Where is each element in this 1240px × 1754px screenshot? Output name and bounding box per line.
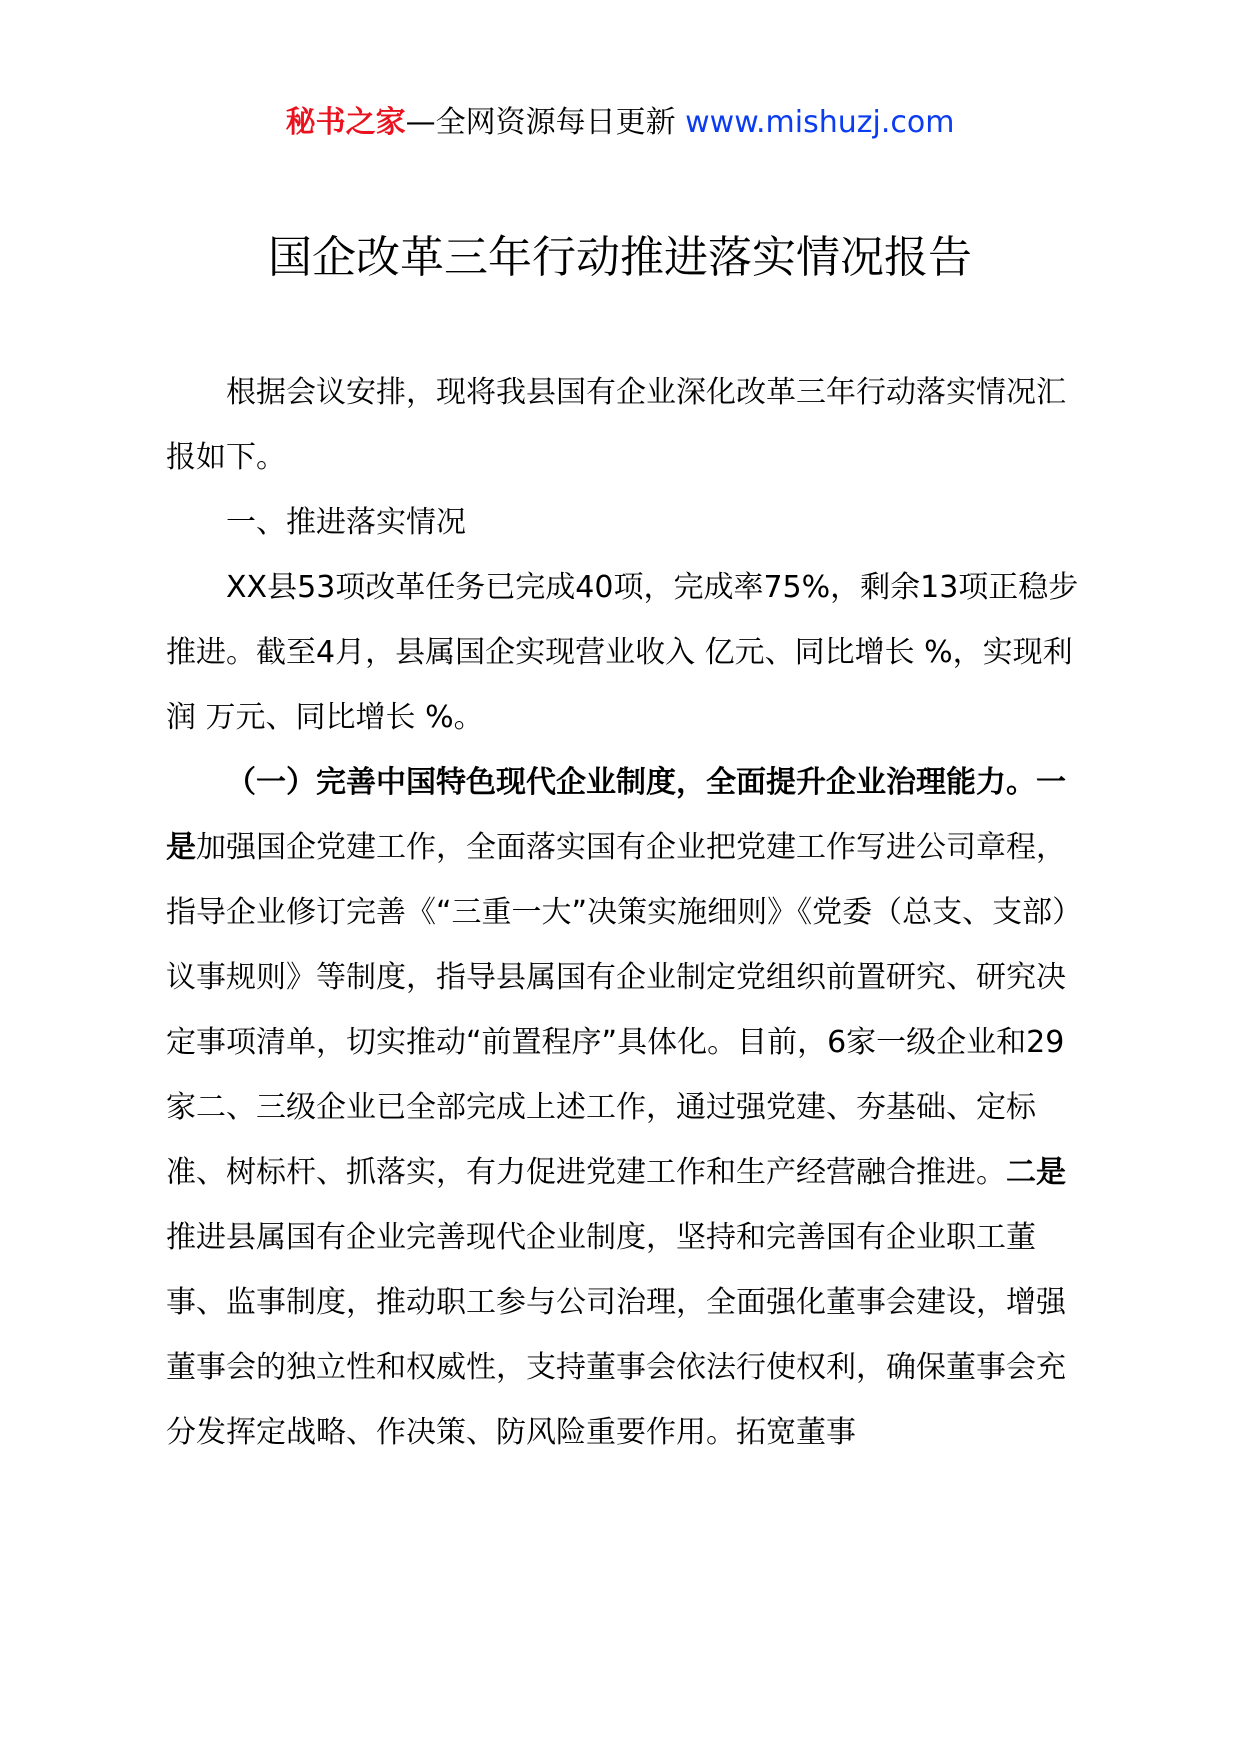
subsection-heading: （一）完善中国特色现代企业制度，全面提升企业治理能力。 xyxy=(226,765,1036,800)
site-url-link[interactable]: www.mishuzj.com xyxy=(685,105,955,140)
document-body xyxy=(166,360,1091,1465)
intro-paragraph: 根据会议安排，现将我县国有企业深化改革三年行动落实情况汇报如下。 xyxy=(166,375,1066,475)
document-title: 国企改革三年行动推进落实情况报告 xyxy=(268,232,972,283)
site-header xyxy=(0,98,1240,148)
point-lead-1: 一是 xyxy=(166,765,1066,865)
subsection-paragraph xyxy=(166,750,1091,1465)
section-heading: 一、推进落实情况 xyxy=(226,505,466,540)
point-text-2: 推进县属国有企业完善现代企业制度，坚持和完善国有企业职工董事、监事制度，推动职工参与公司治理，全面强化董事会建设，增强董事会的独立性和权威性，支持董事会依法行使权利，确保董事会充分发挥定战略、作决策、防风险重要作用。拓宽董事 xyxy=(166,1220,1066,1450)
section-body-paragraph: XX县53项改革任务已完成40项，完成率75%，剩余13项正稳步推进。截至4月，县属国企实现营业收入 亿元、同比增长 %，实现利润 万元、同比增长 %。 xyxy=(166,570,1079,735)
point-lead-2: 二是 xyxy=(1006,1155,1066,1190)
point-text-1: 加强国企党建工作，全面落实国有企业把党建工作写进公司章程，指导企业修订完善《“三重一大”决策实施细则》《党委（总支、支部）议事规则》等制度，指导县属国有企业制定党组织前置研究、研究决定事项清单，切实推动“前置程序”具体化。目前，6家一级企业和29家二、三级企业已全部完成上述工作，通过强党建、夯基础、定标准、树标杆、抓落实，有力促进党建工作和生产经营融合推进。 xyxy=(166,830,1083,1190)
brand-name: 秘书之家 xyxy=(285,105,406,140)
header-tagline: —全网资源每日更新 xyxy=(405,105,676,140)
